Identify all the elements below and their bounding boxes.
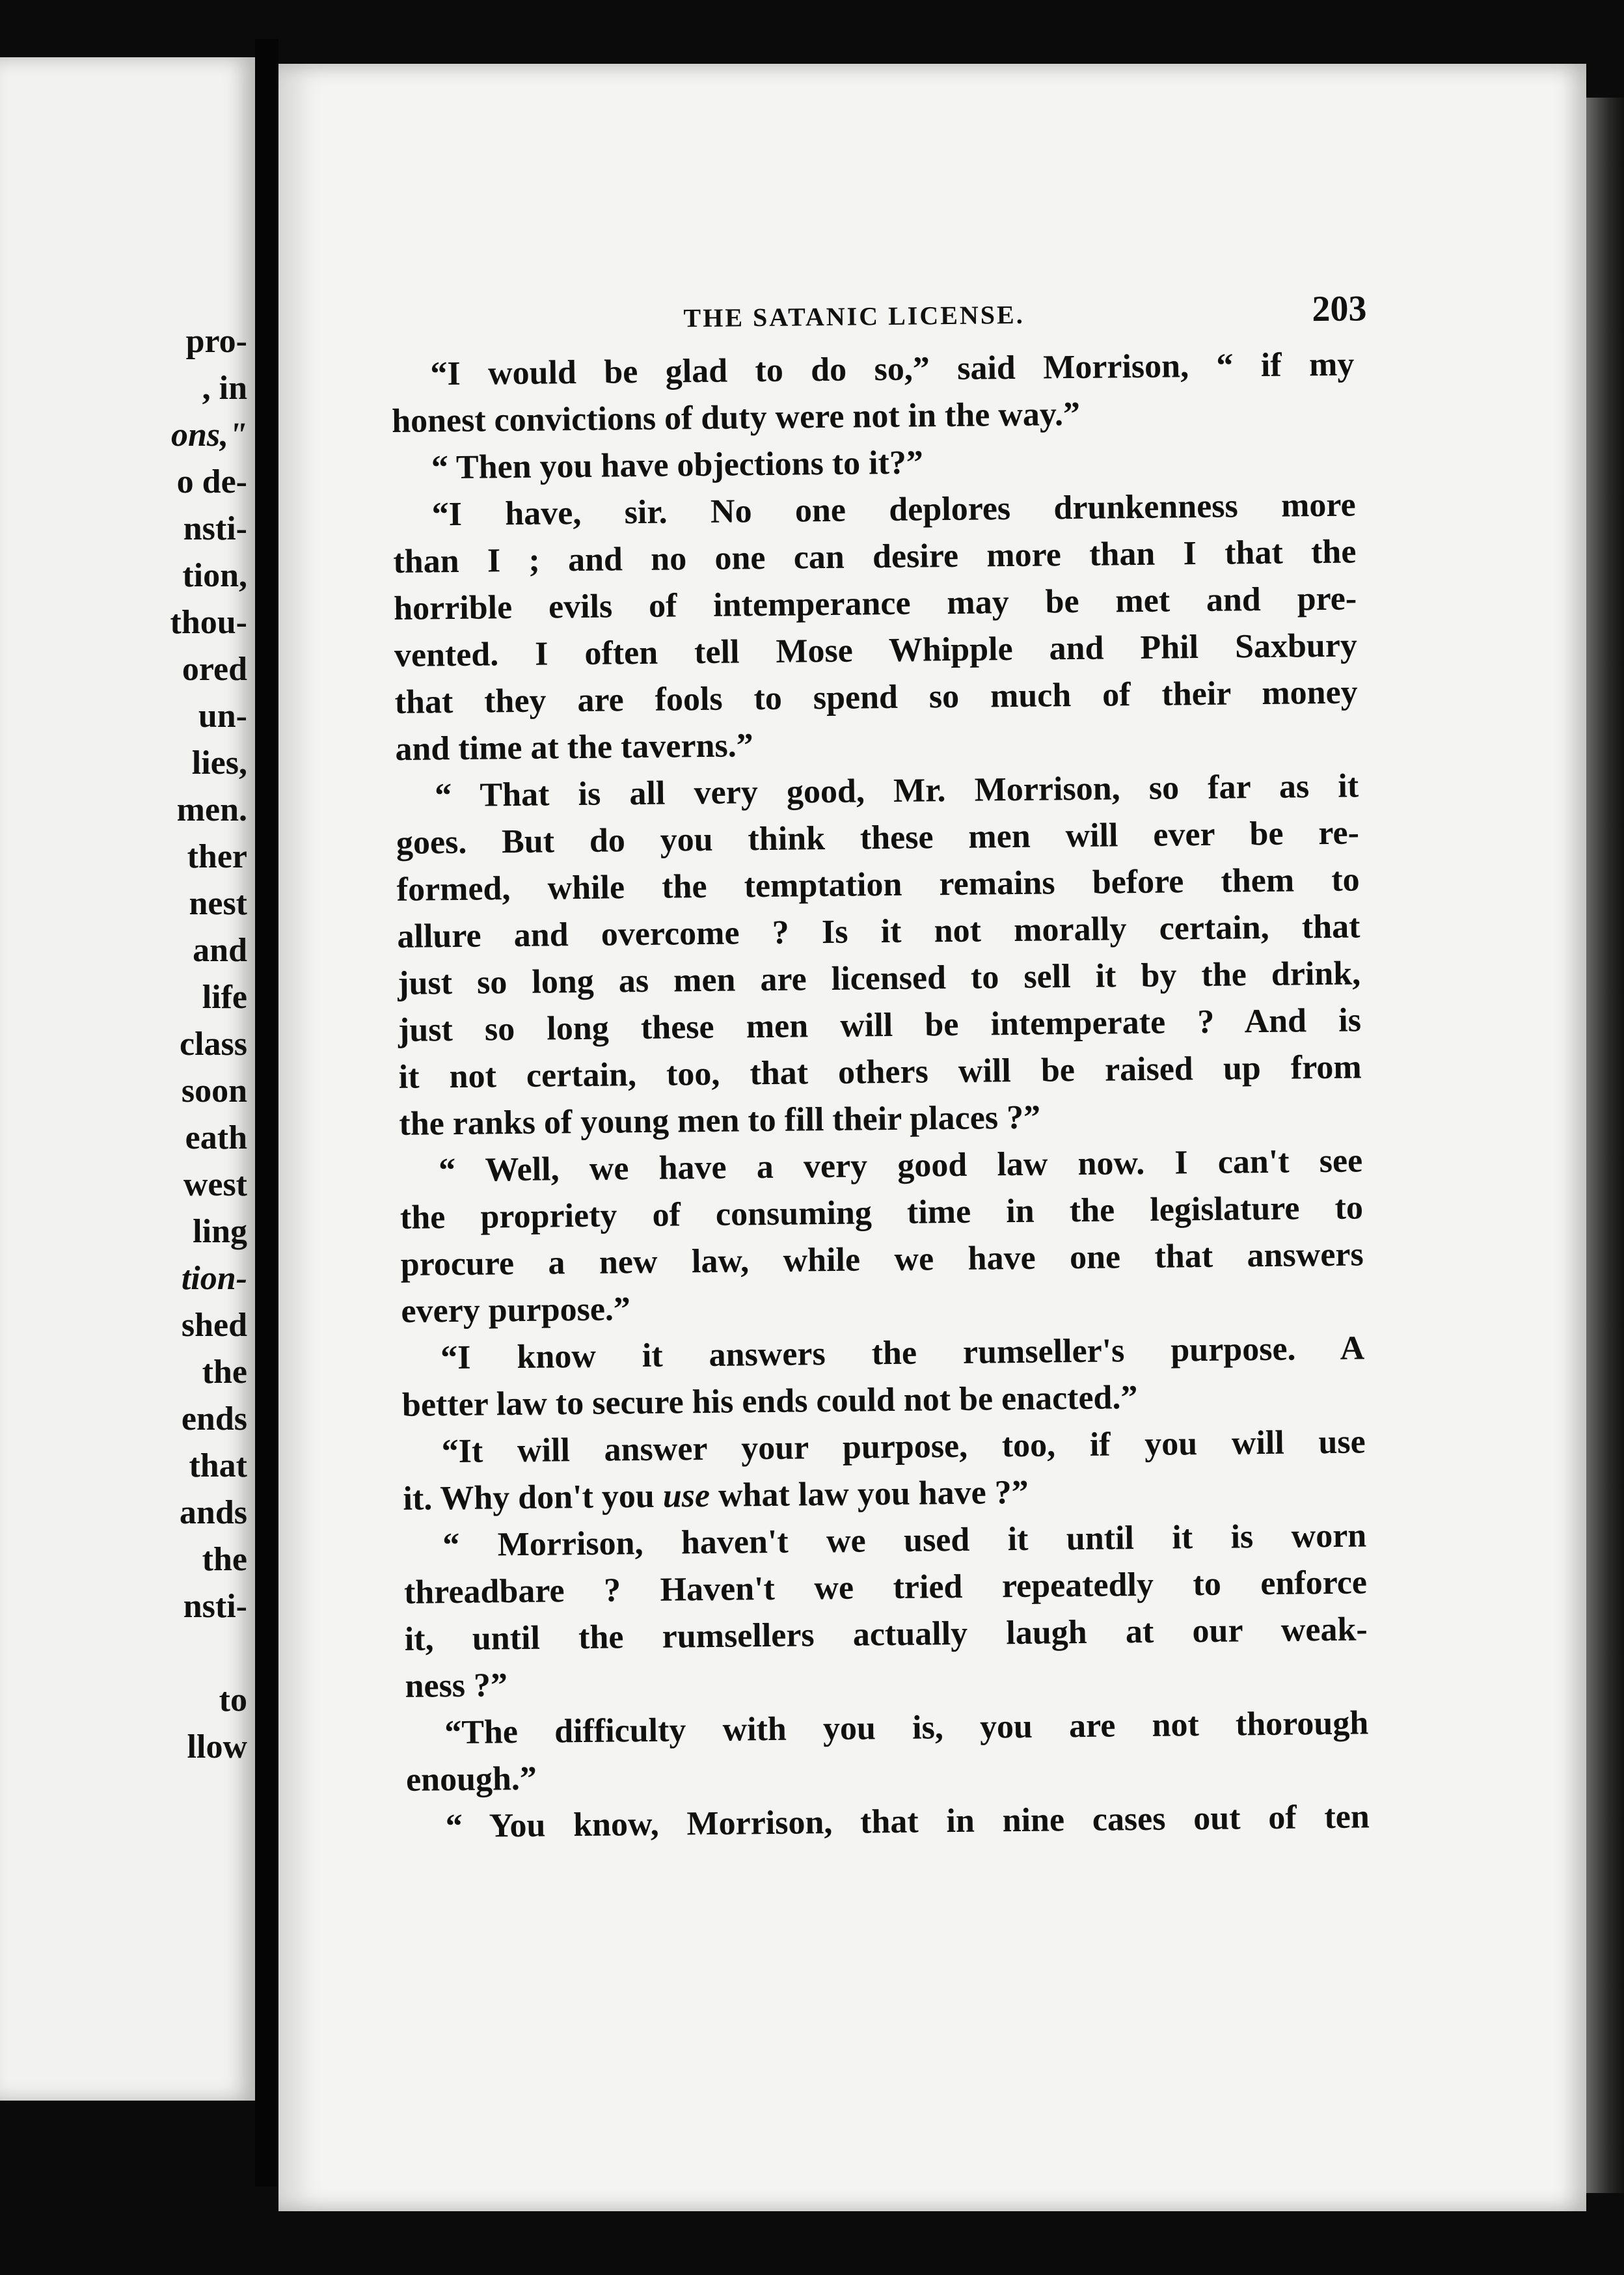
text-line: just so long as men are licensed to sell it by the drink, <box>397 955 1361 1002</box>
left-page-fragment: nest <box>189 885 247 922</box>
left-page-fragment: life <box>202 979 247 1016</box>
left-page-fragment: soon <box>181 1072 247 1110</box>
text-line: the propriety of consuming time in the legislature to <box>399 1189 1364 1236</box>
text-line: “ Then you have objections to it?” <box>431 444 924 487</box>
left-page-fragment: , in <box>202 370 247 407</box>
left-page-fragment: ther <box>187 838 247 875</box>
text-line: and time at the taverns.” <box>395 727 753 768</box>
text-line: “The difficulty with you is, you are not thorough <box>444 1704 1369 1752</box>
text-line: “ Well, we have a very good law now. I can't see <box>438 1142 1363 1190</box>
left-facing-page <box>0 57 255 2101</box>
left-page-fragment: tion- <box>181 1260 247 1297</box>
page-edge <box>1586 98 1624 2193</box>
text-line: it not certain, too, that others will be raised up from <box>398 1048 1362 1096</box>
page-number: 203 <box>1312 288 1367 330</box>
left-page-fragment: eath <box>185 1119 247 1156</box>
left-page-fragment: men. <box>176 791 247 828</box>
text-line: better law to secure his ends could not be enacted.” <box>401 1379 1138 1424</box>
left-page-fragment: that <box>189 1447 247 1484</box>
italic-word: use <box>662 1477 710 1515</box>
left-page-fragment: pro- <box>185 323 247 360</box>
text-line: procure a new law, while we have one that answers <box>400 1236 1364 1283</box>
left-page-fragment: the <box>202 1541 247 1578</box>
text-segment: it. Why don't you <box>403 1477 655 1518</box>
running-head <box>390 277 1367 351</box>
text-line: ness ?” <box>405 1667 508 1705</box>
left-page-fragment: un- <box>198 698 247 735</box>
left-page-fragment: to <box>219 1682 247 1719</box>
page-text-block <box>390 277 1370 1851</box>
text-line: that they are fools to spend so much of their money <box>394 674 1358 721</box>
left-page-fragment: and <box>193 932 247 969</box>
text-line: “I know it answers the rumseller's purpose. A <box>440 1329 1365 1377</box>
text-line: “ You know, Morrison, that in nine cases out of ten <box>445 1798 1370 1846</box>
left-page-fragment: ling <box>193 1213 247 1250</box>
text-line: honest convictions of duty were not in the way.” <box>391 395 1081 440</box>
text-line: than I ; and no one can desire more than I that the <box>393 533 1357 580</box>
left-page-fragment: west <box>183 1166 247 1203</box>
left-page-fragment: ons," <box>170 416 247 454</box>
left-page-fragment: o de- <box>176 463 247 500</box>
text-line: “I would be glad to do so,” said Morrison, “ if my <box>430 346 1355 393</box>
text-line: horrible evils of intemperance may be met and pre- <box>393 580 1357 627</box>
left-page-fragment: tion, <box>182 557 247 594</box>
text-segment: what law you have ?” <box>718 1473 1029 1514</box>
left-page-fragment: nsti- <box>183 1588 247 1625</box>
left-page-fragment: llow <box>187 1728 247 1765</box>
text-line: just so long these men will be intemperate ? And is <box>398 1001 1362 1049</box>
left-page-fragment: ands <box>179 1494 247 1531</box>
text-line: vented. I often tell Mose Whipple and Phil Saxbury <box>394 627 1358 674</box>
book-gutter <box>255 39 278 2186</box>
running-title: THE SATANIC LICENSE. <box>683 299 1025 333</box>
left-page-fragment: shed <box>181 1307 247 1344</box>
left-page-fragment: ends <box>181 1400 247 1437</box>
left-page-fragment: class <box>180 1026 247 1063</box>
text-line: it, until the rumsellers actually laugh at our weak- <box>404 1611 1368 1658</box>
text-line: enough.” <box>405 1760 537 1799</box>
text-line: threadbare ? Haven't we tried repeatedly to enforce <box>403 1564 1368 1611</box>
text-line: the ranks of young men to fill their places ?” <box>399 1098 1041 1143</box>
text-line: allure and overcome ? Is it not morally certain, that <box>397 908 1360 955</box>
left-page-fragment: ored <box>182 651 247 688</box>
text-line: “It will answer your purpose, too, if you will use <box>441 1423 1366 1471</box>
left-page-fragment: the <box>202 1354 247 1391</box>
text-line: formed, while the temptation remains before them to <box>396 861 1360 908</box>
text-line: goes. But do you think these men will ever be re- <box>396 814 1360 862</box>
text-line: “I have, sir. No one deplores drunkenness more <box>431 486 1356 534</box>
text-line: every purpose.” <box>401 1290 631 1330</box>
left-page-fragment: thou- <box>170 604 247 641</box>
left-page-fragment: lies, <box>191 744 247 782</box>
left-page-fragment: nsti- <box>183 510 247 547</box>
text-line: “ Morrison, haven't we used it until it is worn <box>442 1517 1367 1564</box>
text-line: “ That is all very good, Mr. Morrison, so far as it <box>434 767 1359 815</box>
